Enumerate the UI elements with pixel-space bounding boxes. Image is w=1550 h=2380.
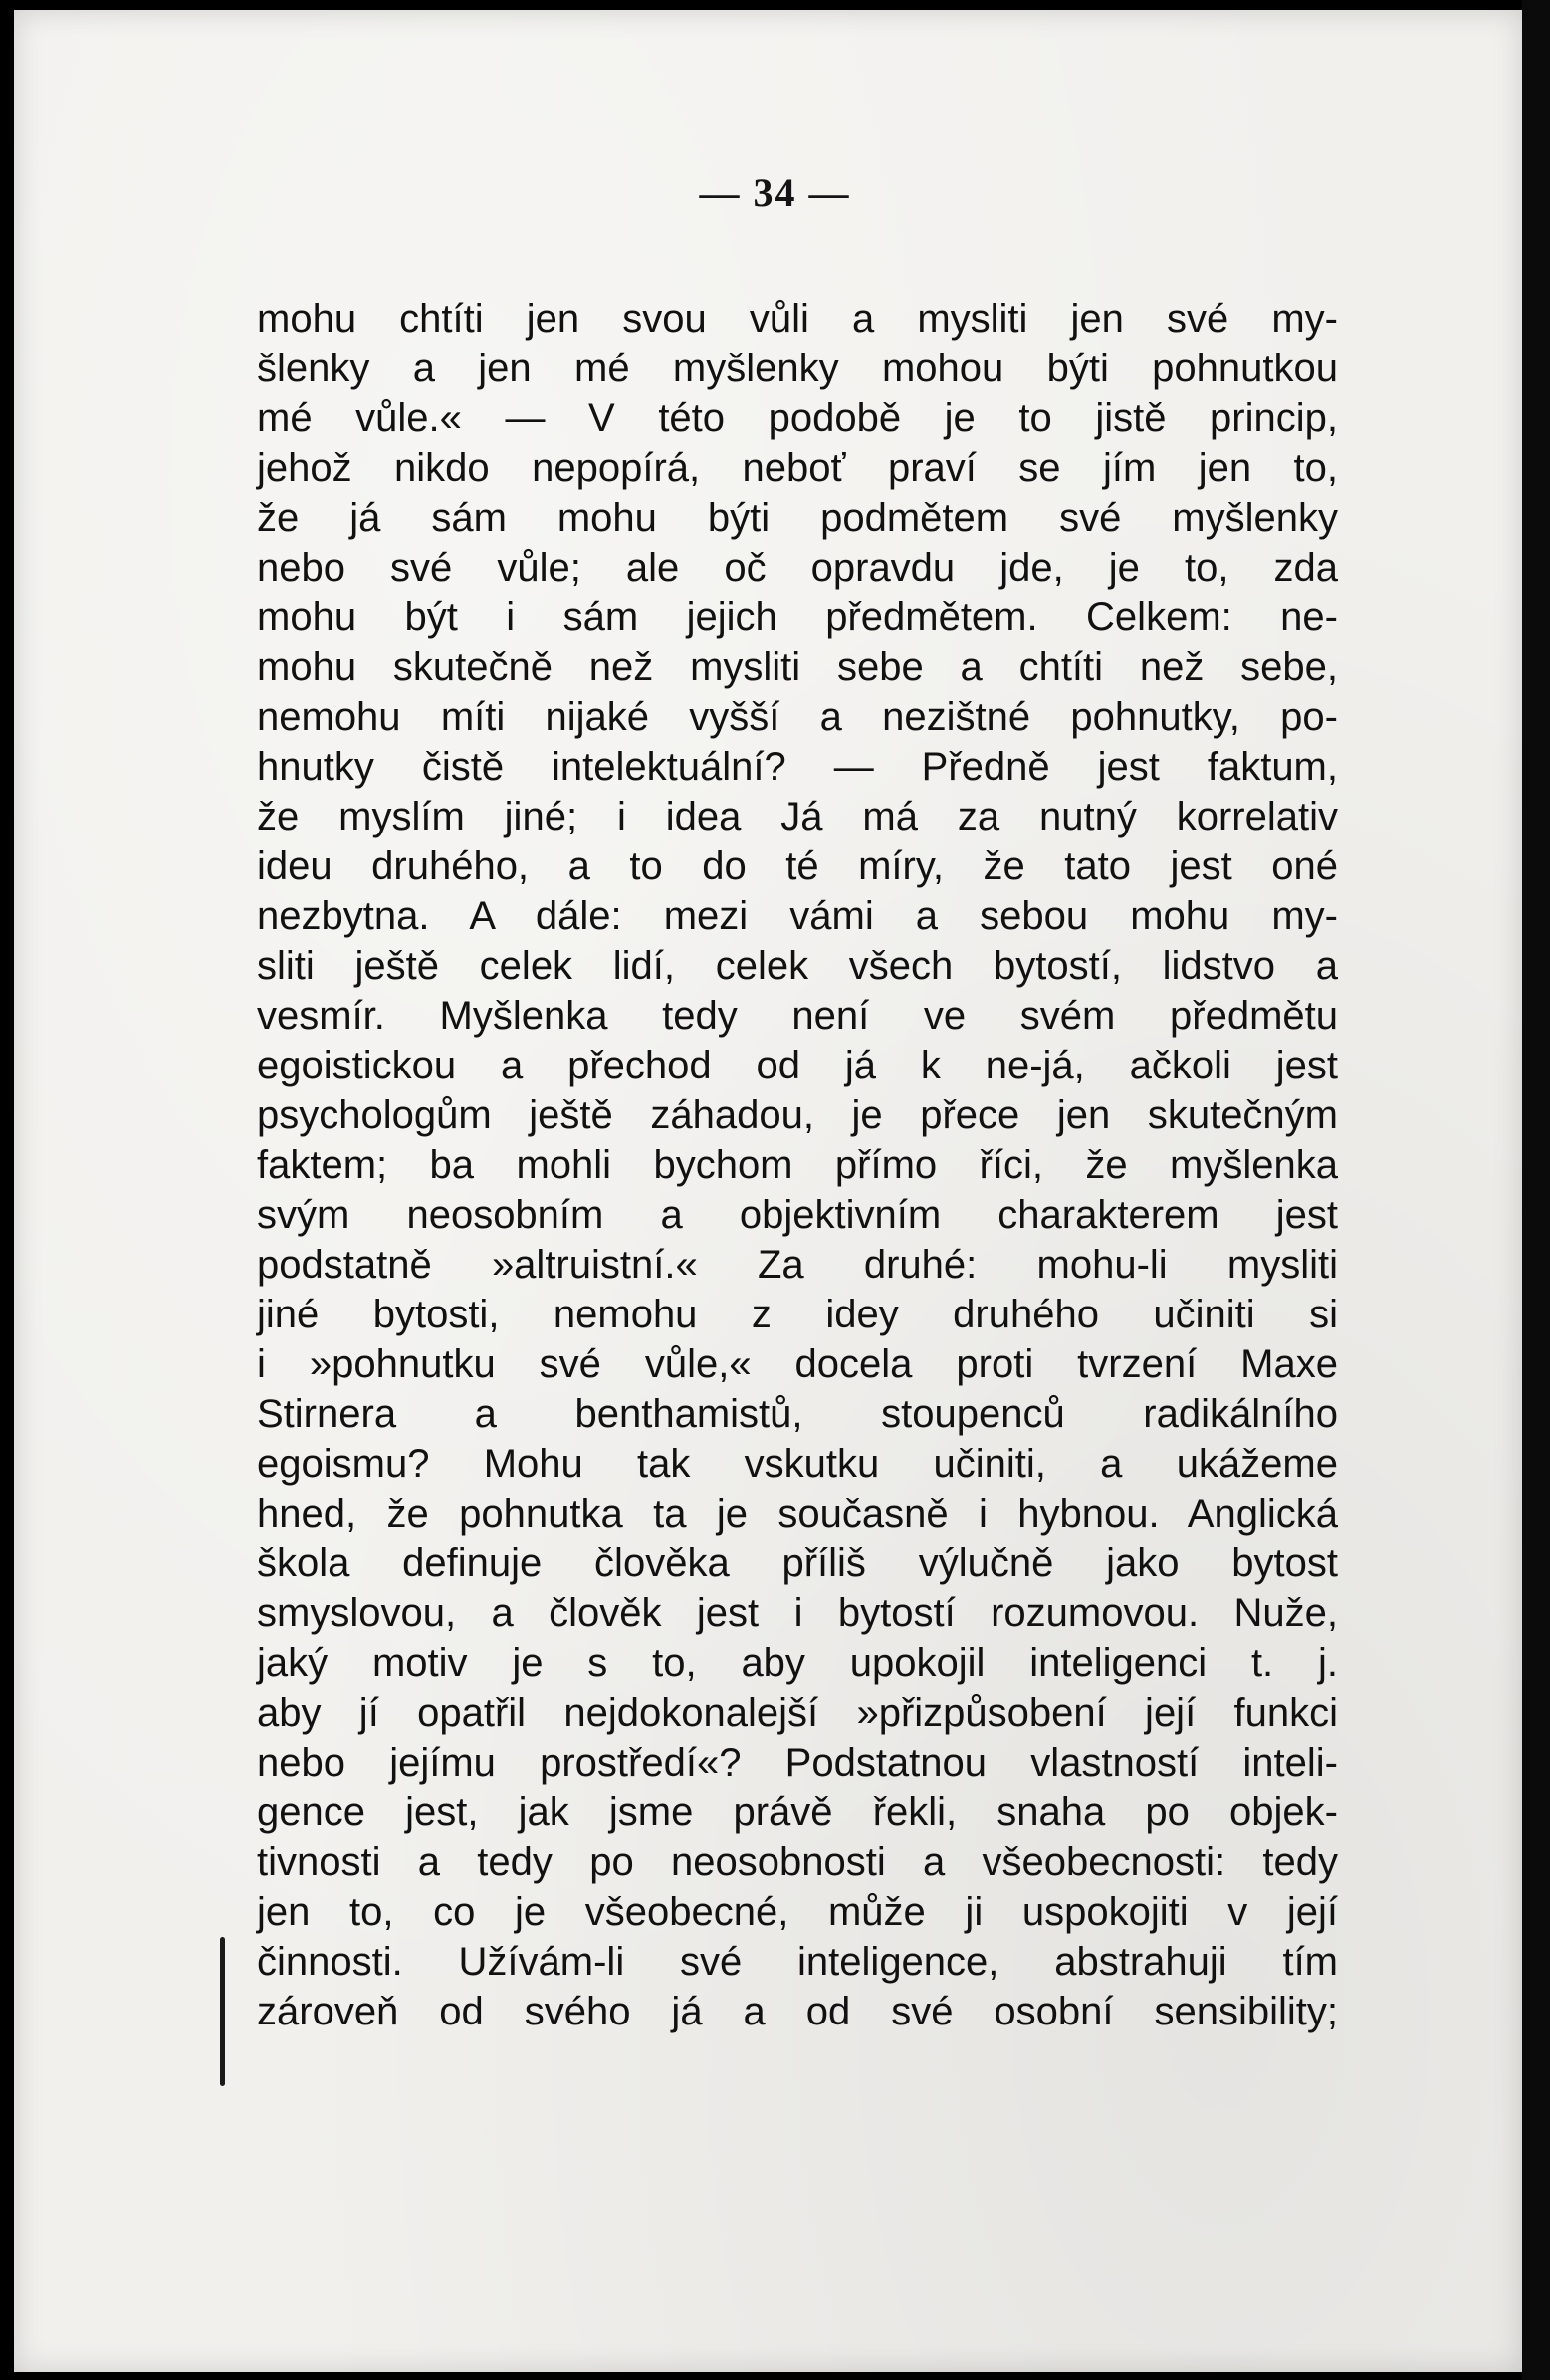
text-line: vesmír. Myšlenka tedy není ve svém předmětu [257, 994, 1338, 1038]
text-line: nezbytna. A dále: mezi vámi a sebou mohu my- [257, 894, 1338, 938]
text-line: mé vůle.« — V této podobě je to jistě princip, [257, 396, 1338, 440]
text-line: jehož nikdo nepopírá, neboť praví se jím jen to, [257, 446, 1338, 490]
text-line: gence jest, jak jsme právě řekli, snaha po objek- [257, 1790, 1338, 1834]
text-line: svým neosobním a objektivním charakterem jest [257, 1193, 1338, 1237]
text-line: zároveň od svého já a od své osobní sensibility; [257, 1990, 1338, 2033]
text-line: mohu chtíti jen svou vůli a mysliti jen své my- [257, 297, 1338, 341]
text-line: že já sám mohu býti podmětem své myšlenky [257, 496, 1338, 540]
text-line: nebo jejímu prostředí«? Podstatnou vlastností inteli- [257, 1741, 1338, 1785]
text-line: hnutky čistě intelektuální? — Předně jest faktum, [257, 745, 1338, 789]
scan-edge [1522, 0, 1550, 2380]
text-line: Stirnera a benthamistů, stoupenců radikálního [257, 1392, 1338, 1436]
text-line: nebo své vůle; ale oč opravdu jde, je to, zda [257, 546, 1338, 590]
text-line: mohu být i sám jejich předmětem. Celkem: ne- [257, 595, 1338, 639]
text-line: škola definuje člověka příliš výlučně jako bytost [257, 1542, 1338, 1585]
text-line: jen to, co je všeobecné, může ji uspokojiti v její [257, 1890, 1338, 1934]
text-line: i »pohnutku své vůle,« docela proti tvrzení Maxe [257, 1342, 1338, 1386]
text-line: mohu skutečně než mysliti sebe a chtíti než sebe, [257, 645, 1338, 689]
text-line: jaký motiv je s to, aby upokojil inteligenci t. j. [257, 1641, 1338, 1685]
text-line: ideu druhého, a to do té míry, že tato jest oné [257, 844, 1338, 888]
text-line: egoistickou a přechod od já k ne-já, ačkoli jest [257, 1044, 1338, 1087]
text-line: nemohu míti nijaké vyšší a nezištné pohnutky, po- [257, 695, 1338, 739]
text-line: faktem; ba mohli bychom přímo říci, že myšlenka [257, 1143, 1338, 1187]
text-line: smyslovou, a člověk jest i bytostí rozumovou. Nuže, [257, 1591, 1338, 1635]
text-line: šlenky a jen mé myšlenky mohou býti pohnutkou [257, 347, 1338, 390]
page-number: — 34 — [699, 170, 851, 215]
text-line: aby jí opatřil nejdokonalejší »přizpůsobení její funkci [257, 1691, 1338, 1735]
body-text [257, 294, 1338, 2036]
text-line: sliti ještě celek lidí, celek všech bytostí, lidstvo a [257, 944, 1338, 988]
text-line: činnosti. Užívám-li své inteligence, abstrahuji tím [257, 1940, 1338, 1984]
text-line: podstatně »altruistní.« Za druhé: mohu-li mysliti [257, 1243, 1338, 1287]
text-line: jiné bytosti, nemohu z idey druhého učiniti si [257, 1293, 1338, 1336]
text-line: psychologům ještě záhadou, je přece jen skutečným [257, 1093, 1338, 1137]
text-line: tivnosti a tedy po neosobnosti a všeobecnosti: tedy [257, 1840, 1338, 1884]
text-line: že myslím jiné; i idea Já má za nutný korrelativ [257, 795, 1338, 838]
text-line: egoismu? Mohu tak vskutku učiniti, a ukážeme [257, 1442, 1338, 1486]
margin-pencil-mark [220, 1937, 225, 2086]
text-line: hned, že pohnutka ta je současně i hybnou. Anglická [257, 1492, 1338, 1536]
